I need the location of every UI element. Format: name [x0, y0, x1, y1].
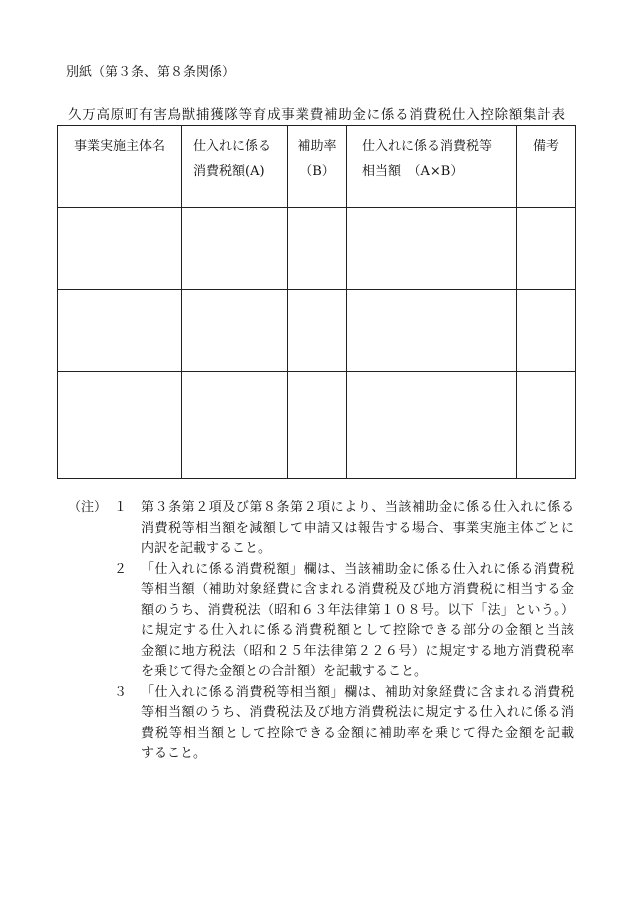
table-cell — [58, 372, 182, 479]
table-cell — [347, 290, 517, 372]
note-item — [0, 498, 630, 560]
table-cell — [347, 208, 517, 290]
note-line: 内訳を記載すること。 — [141, 541, 272, 556]
header-equivalent-amount-line2: 相当額 （A×B） — [362, 164, 464, 179]
note-line: 額のうち、消費税法（昭和６３年法律第１０８号。以下「法」という。） — [141, 602, 574, 618]
note-line: 消費税等相当額を減額して申請又は報告する場合、事業実施主体ごとに — [141, 520, 574, 536]
note-line: を乗じて得た金額との合計額）を記載すること。 — [141, 664, 428, 679]
attachment-label: 別紙（第３条、第８条関係） — [66, 65, 236, 80]
notes-label: （注） — [68, 500, 108, 515]
table-cell — [517, 208, 576, 290]
header-subsidy-rate — [288, 126, 347, 208]
table-cell — [58, 208, 182, 290]
table-cell — [288, 208, 347, 290]
note-line: すること。 — [141, 746, 207, 761]
note-line: 第３条第２項及び第８条第２項により、当該補助金に係る仕入れに係る — [141, 500, 574, 515]
note-line: に規定する仕入れに係る消費税額として控除できる部分の金額と当該 — [141, 623, 574, 638]
table-cell — [182, 208, 288, 290]
table-row — [58, 372, 576, 479]
table-row — [58, 290, 576, 372]
header-remarks-label: 備考 — [532, 139, 559, 154]
header-equivalent-amount-line1: 仕入れに係る消費税等 — [362, 139, 493, 154]
table-cell — [517, 290, 576, 372]
table-cell — [288, 290, 347, 372]
note-line: 等相当額（補助対象経費に含まれる消費税及び地方消費税に相当する金 — [141, 582, 574, 597]
note-number: ３ — [114, 684, 128, 700]
header-entity-name-label: 事業実施主体名 — [73, 139, 165, 154]
header-equivalent-amount — [347, 126, 517, 208]
note-line: 「仕入れに係る消費税等相当額」欄は、補助対象経費に含まれる消費税 — [141, 684, 574, 700]
note-line: 金額に地方税法（昭和２５年法律第２２６号）に規定する地方消費税率 — [141, 643, 574, 659]
header-subsidy-rate-line1: 補助率 — [297, 139, 337, 154]
header-tax-amount — [182, 126, 288, 208]
note-item — [0, 683, 630, 765]
note-line: 「仕入れに係る消費税額」欄は、当該補助金に係る仕入れに係る消費税 — [141, 561, 574, 577]
notes-section — [0, 498, 630, 765]
table-cell — [182, 372, 288, 479]
note-line: 等相当額のうち、消費税法及び地方消費税法に規定する仕入れに係る消 — [141, 705, 574, 720]
note-line: 費税等相当額として控除できる金額に補助率を乗じて得た金額を記載 — [141, 725, 574, 741]
note-number: ２ — [114, 561, 128, 577]
table-cell — [347, 372, 517, 479]
table-cell — [288, 372, 347, 479]
table-row — [58, 208, 576, 290]
document-title: 久万高原町有害鳥獣捕獲隊等育成事業費補助金に係る消費税仕入控除額集計表 — [68, 107, 565, 123]
note-item — [0, 560, 630, 683]
header-tax-amount-line1: 仕入れに係る — [193, 139, 272, 154]
header-subsidy-rate-line2: （B） — [299, 164, 335, 179]
header-entity-name — [58, 126, 182, 208]
table-cell — [58, 290, 182, 372]
table-cell — [182, 290, 288, 372]
table-header-row — [58, 126, 576, 208]
header-tax-amount-line2: 消費税額(A) — [193, 164, 265, 179]
note-number: １ — [114, 500, 128, 515]
summary-table — [57, 125, 576, 479]
table-cell — [517, 372, 576, 479]
header-remarks — [517, 126, 576, 208]
